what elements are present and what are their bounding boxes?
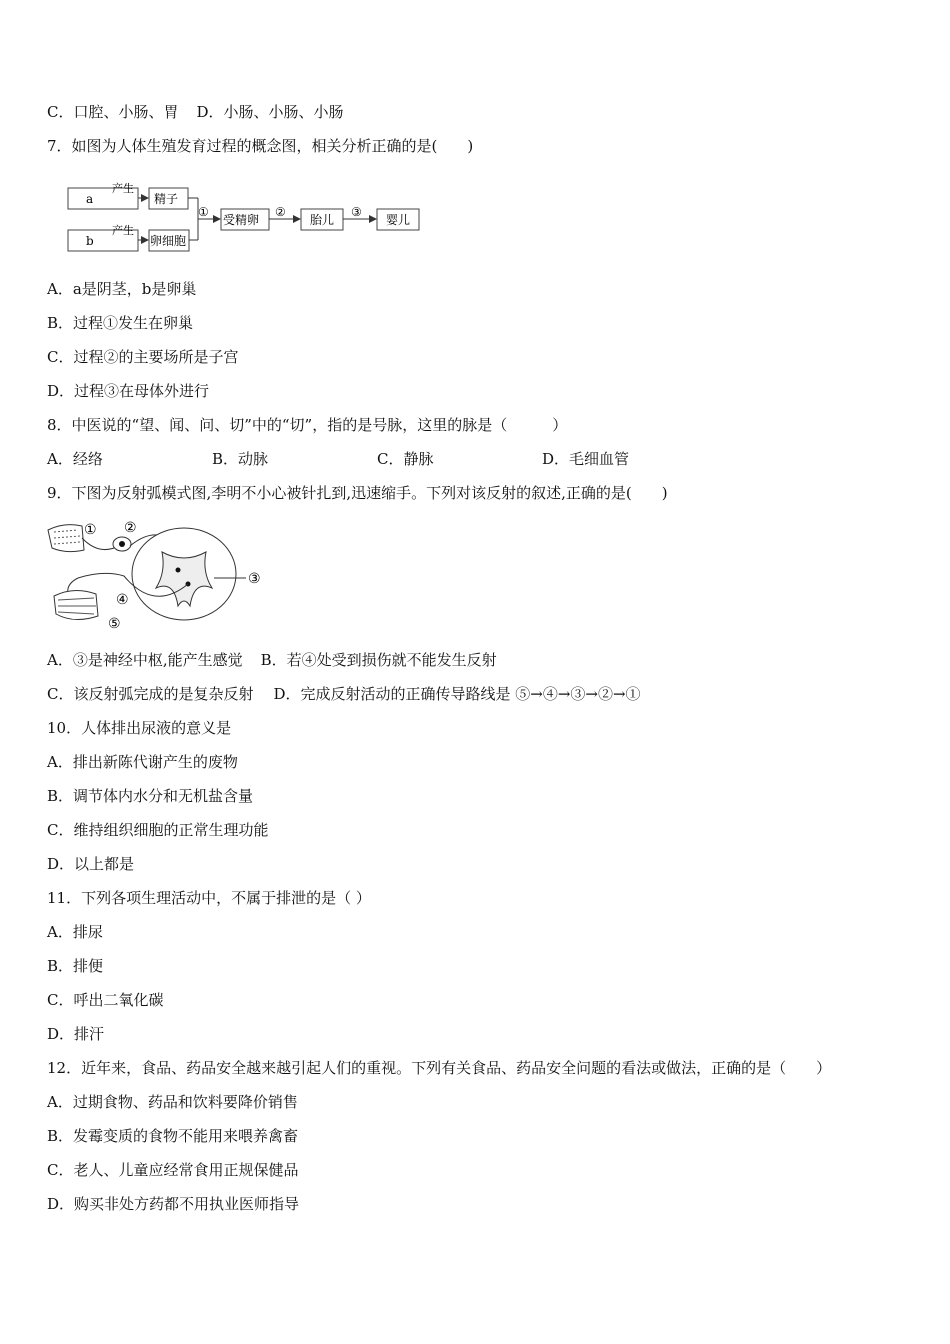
q11-option-c: C．呼出二氧化碳: [47, 991, 164, 1009]
q8-stem: 8．中医说的“望、闻、问、切”中的“切”，指的是号脉，这里的脉是（ ）: [47, 416, 568, 434]
label-sperm: 精子: [154, 192, 179, 206]
q12-option-c: C．老人、儿童应经常食用正规保健品: [47, 1161, 299, 1179]
label-zygote: 受精卵: [223, 213, 260, 227]
label-produce-2: 产生: [112, 224, 134, 237]
label-produce-1: 产生: [112, 182, 134, 195]
q7-stem: 7．如图为人体生殖发育过程的概念图，相关分析正确的是( ): [47, 137, 474, 155]
q11-option-d: D．排汗: [47, 1025, 105, 1043]
q12-option-d: D．购买非处方药都不用执业医师指导: [47, 1195, 300, 1213]
q12-option-a: A．过期食物、药品和饮料要降价销售: [47, 1093, 298, 1111]
q9-reflex-arc-diagram: [44, 516, 274, 634]
q7-reproduction-diagram: [60, 178, 430, 258]
q12-stem: 12．近年来，食品、药品安全越来越引起人们的重视。下列有关食品、药品安全问题的看法或做法，正确的是（ ）: [47, 1059, 832, 1077]
q9-option-d: D．完成反射活动的正确传导路线是 ⑤→④→③→②→①: [273, 685, 641, 703]
q10-option-c: C．维持组织细胞的正常生理功能: [47, 821, 269, 839]
q7-option-a: A．a是阴茎，b是卵巢: [47, 280, 197, 298]
label-5: ⑤: [108, 616, 121, 632]
q12-option-b: B．发霉变质的食物不能用来喂养禽畜: [47, 1127, 299, 1145]
ganglion-nucleus: [119, 541, 125, 547]
q10-option-a: A．排出新陈代谢产生的废物: [47, 753, 238, 771]
label-1: ①: [84, 522, 97, 538]
q10-stem: 10．人体排出尿液的意义是: [47, 719, 232, 737]
q9-stem: 9．下图为反射弧模式图,李明不小心被针扎到,迅速缩手。下列对该反射的叙述,正确的是( ): [47, 484, 668, 502]
q8-option-a: A．经络: [47, 450, 103, 468]
q11-stem: 11．下列各项生理活动中，不属于排泄的是（ ）: [47, 889, 371, 907]
q9-option-c: C．该反射弧完成的是复杂反射: [47, 685, 254, 703]
q8-option-c: C．静脉: [377, 450, 434, 468]
q6-option-d: D．小肠、小肠、小肠: [196, 103, 344, 121]
label-step-2: ②: [275, 205, 286, 219]
label-b: b: [86, 234, 94, 248]
q10-option-b: B．调节体内水分和无机盐含量: [47, 787, 254, 805]
q7-option-c: C．过程②的主要场所是子宫: [47, 348, 239, 366]
interneuron: [176, 568, 181, 573]
label-fetus: 胎儿: [310, 213, 335, 227]
label-egg: 卵细胞: [150, 234, 187, 248]
q6-options-cd: [47, 102, 344, 122]
q11-option-a: A．排尿: [47, 923, 103, 941]
q9-options-cd: [47, 684, 641, 704]
q11-option-b: B．排便: [47, 957, 104, 975]
q9-option-a: A．③是神经中枢,能产生感觉: [47, 651, 243, 669]
label-a: a: [86, 192, 94, 206]
label-3: ③: [248, 571, 261, 587]
skin-receptor: [48, 525, 84, 552]
q9-option-b: B．若④处受到损伤就不能发生反射: [260, 651, 497, 669]
q7-option-d: D．过程③在母体外进行: [47, 382, 210, 400]
label-2: ②: [124, 520, 137, 536]
q9-options-ab: [47, 650, 497, 670]
q8-option-b: B．动脉: [212, 450, 269, 468]
effector-muscle: [54, 590, 98, 619]
label-4: ④: [116, 592, 129, 608]
label-baby: 婴儿: [386, 213, 411, 227]
label-step-3: ③: [351, 205, 362, 219]
q6-option-c: C．口腔、小肠、胃: [47, 103, 179, 121]
label-step-1: ①: [198, 205, 209, 219]
q7-option-b: B．过程①发生在卵巢: [47, 314, 194, 332]
q10-option-d: D．以上都是: [47, 855, 135, 873]
q8-option-d: D．毛细血管: [542, 450, 630, 468]
